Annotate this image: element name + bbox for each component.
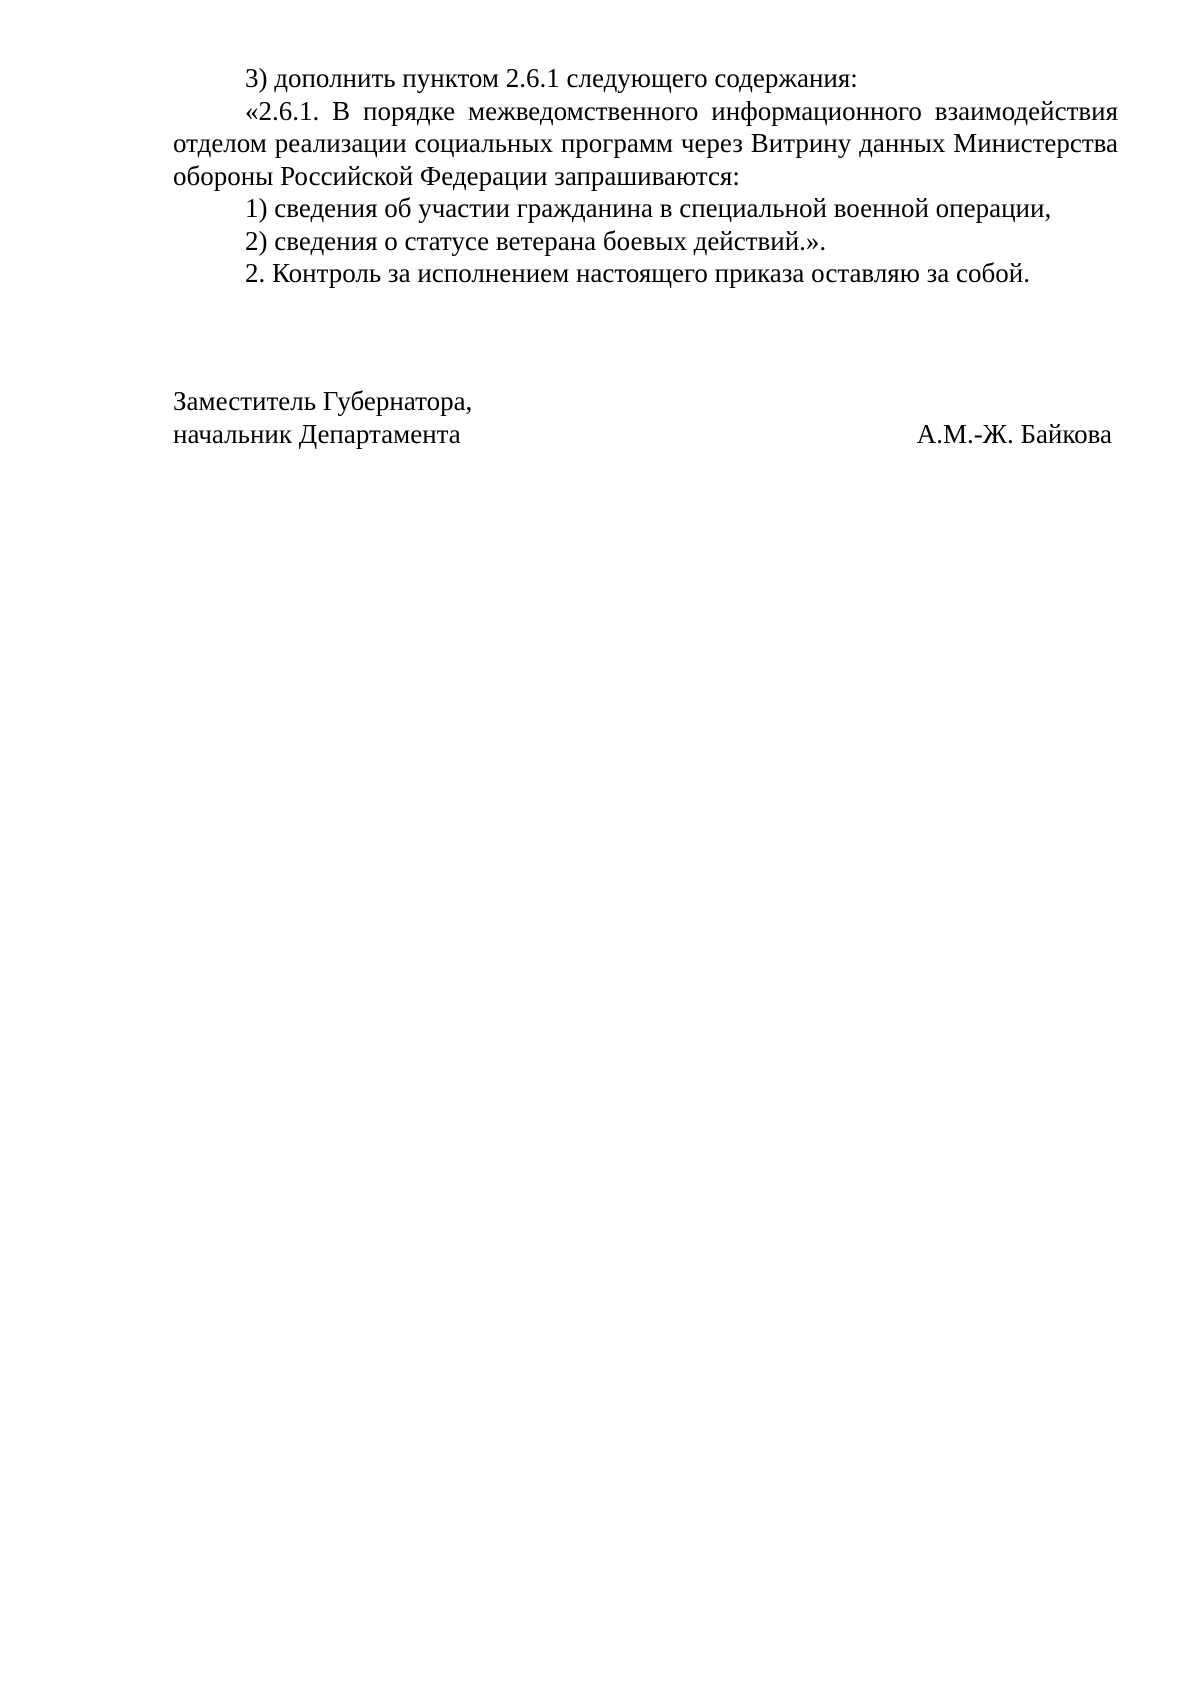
signatory-name: А.М.-Ж. Байкова: [916, 418, 1112, 449]
paragraph-amendment-item: 3) дополнить пунктом 2.6.1 следующего содержания:: [245, 63, 858, 93]
paragraph-list-item-2: 2) сведения о статусе ветерана боевых действий.».: [245, 225, 827, 256]
signatory-position-line1: Заместитель Губернатора,: [173, 386, 473, 416]
paragraph-clause-2-6-1: «2.6.1. В порядке межведомственного информационного взаимодействия отделом реализации социальных программ через Витрину данных Министерства обороны Российской Федерации запрашиваются:: [173, 95, 1118, 191]
document-body: [173, 62, 1118, 290]
signatory-position-line2: начальник Департамента: [173, 418, 461, 449]
paragraph-list-item-1: 1) сведения об участии гражданина в специальной военной операции,: [245, 193, 1052, 223]
signature-row: [173, 418, 1118, 451]
paragraph-control-clause: 2. Контроль за исполнением настоящего приказа оставляю за собой.: [245, 258, 1030, 288]
signature-block: [173, 385, 1118, 450]
